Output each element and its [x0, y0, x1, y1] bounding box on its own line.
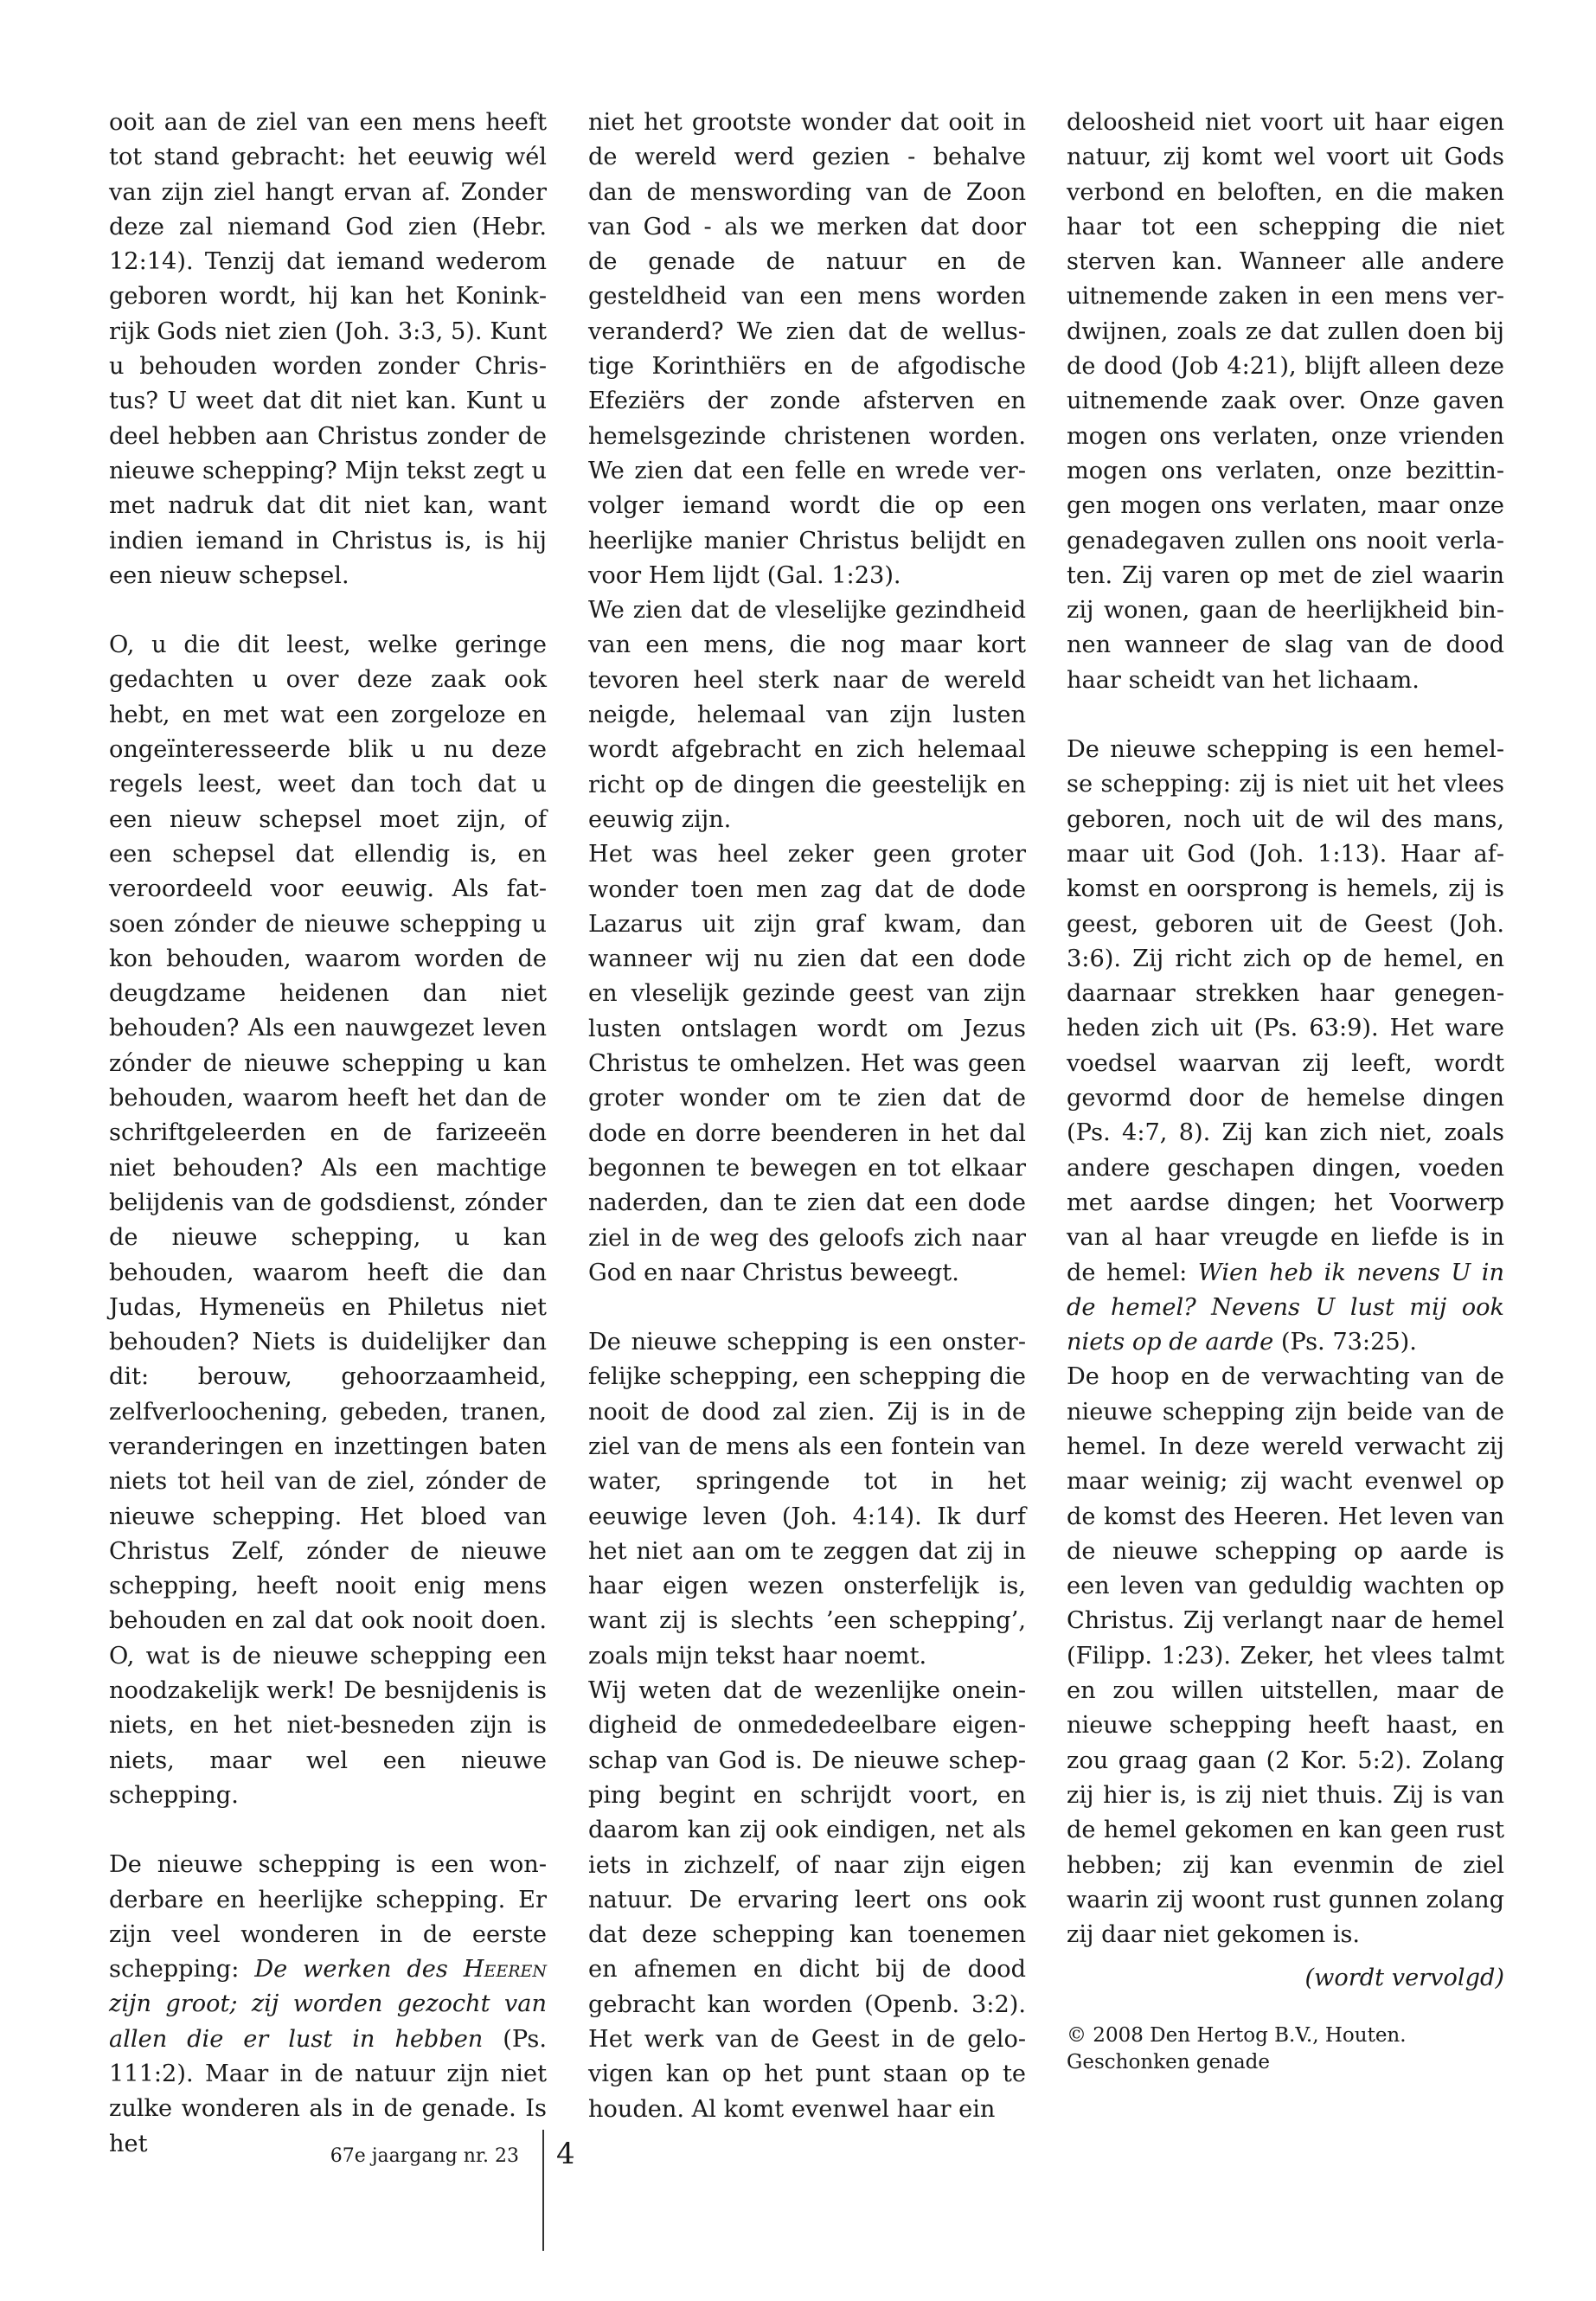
emphasis-text: De werken des: [254, 1956, 464, 1984]
paragraph-text: Wij weten dat de wezenlijke oneindigheid de onmededeelbare eigenschap van God is. De nieuwe schepping begint en schrijdt voort, en daarom kan zij ook eindigen, net als iets in zichzelf, of naar zijn eigen natuur. De ervaring leert ons ook dat deze schepping kan toenemen en afnemen en dicht bij de dood gebracht kan worden (Openb. 3:2). Het werk van de Geest in de gelovigen kan op het punt staan op te houden. Al komt evenwel haar ein: [588, 1677, 1026, 2123]
paragraph-text: Het was heel zeker geen groter wonder toen men zag dat de dode Lazarus uit zijn graf kwam, dan wanneer wij nu zien dat een dode en vleselijk gezinde geest van zijn lusten ontslagen wordt om Jezus Christus te omhelzen. Het was geen groter wonder om te zien dat de dode en dorre beenderen in het dal begonnen te bewegen en tot elkaar naderden, dan te zien dat een dode ziel in de weg des geloofs zich naar God en naar Christus beweegt.: [588, 841, 1026, 1286]
paragraph-text: O, u die dit leest, welke geringe gedachten u over deze zaak ook hebt, en met wat een zorgeloze en ongeïnteresseerde blik u nu deze regels leest, weet dan toch dat u een nieuw schepsel moet zijn, of een schepsel dat ellendig is, en veroordeeld voor eeuwig. Als fatsoen zónder de nieuwe schepping u kon behouden, waarom worden de deugdzame heidenen dan niet behouden? Als een nauwgezet leven zónder de nieuwe schepping u kan behouden, waarom heeft het dan de schriftgeleerden en de farizeeën niet behouden? Als een machtige belijdenis van de godsdienst, zónder de nieuwe schepping, u kan behouden, waarom heeft die dan Judas, Hymeneüs en Philetus niet behouden? Niets is duidelijker dan dit: berouw, gehoorzaamheid, zelfverloochening, gebeden, tranen, veranderingen en inzettingen baten niets tot heil van de ziel, zónder de nieuwe schepping. Het bloed van Christus Zelf, zónder de nieuwe schepping, heeft nooit enig mens behouden en zal dat ook nooit doen. O, wat is de nieuwe schepping een noodzakelijk werk! De besnijdenis is niets, en het niet-besneden zijn is niets, maar wel een nieuwe schepping.: [109, 631, 547, 1809]
paragraph-text: (Ps. 111:2). Maar in de natuur zijn niet zulke wonderen als in de genade. Is het: [109, 2025, 548, 2157]
body-paragraph: [1067, 733, 1504, 1360]
paragraph-text: ooit aan de ziel van een mens heeft tot stand gebracht: het eeuwig wél van zijn ziel hangt ervan af. Zonder deze zal niemand God zien (Hebr. 12:14). Tenzij dat iemand wederom geboren wordt, hij kan het Koninkrijk Gods niet zien (Joh. 3:3, 5). Kunt u behouden worden zonder Christus? U weet dat dit niet kan. Kunt u deel hebben aan Christus zonder de nieuwe schepping? Mijn tekst zegt u met nadruk dat dit niet kan, want indien iemand in Christus is, is hij een nieuw schepsel.: [109, 109, 547, 589]
paragraph-text: De nieuwe schepping is een hemelse schepping: zij is niet uit het vlees geboren, noch uit de wil des mans, maar uit God (Joh. 1:13). Haar afkomst en oorsprong is hemels, zij is geest, geboren uit de Geest (Joh. 3:6). Zij richt zich op de hemel, en daarnaar strekken haar genegenheden zich uit (Ps. 63:9). Het ware voedsel waarvan zij leeft, wordt gevormd door de hemelse dingen (Ps. 4:7, 8). Zij kan zich niet, zoals andere geschapen dingen, voeden met aardse dingen; het Voorwerp van al haar vreugde en liefde is in de hemel:: [1067, 736, 1504, 1286]
paragraph-text: deloosheid niet voort uit haar eigen natuur, zij komt wel voort uit Gods verbond en beloften, en die maken haar tot een schepping die niet sterven kan. Wanneer alle andere uitnemende zaken in een mens verdwijnen, zoals ze dat zullen doen bij de dood (Job 4:21), blijft alleen deze uitnemende zaak over. Onze gaven mogen ons verlaten, onze vrienden mogen ons verlaten, onze bezittingen mogen ons verlaten, maar onze genadegaven zullen ons nooit verlaten. Zij varen op met de ziel waarin zij wonen, gaan de heerlijkheid binnen wanneer de slag van de dood haar scheidt van het lichaam.: [1067, 109, 1504, 694]
text-column-2: [588, 106, 1026, 2127]
footer-divider: [542, 2130, 544, 2251]
paragraph-text: We zien dat de vleselijke gezindheid van een mens, die nog maar kort tevoren heel sterk naar de wereld neigde, helemaal van zijn lusten wordt afgebracht en zich helemaal richt op de dingen die geestelijk en eeuwig zijn.: [588, 597, 1026, 833]
body-paragraph: [588, 1325, 1026, 1674]
paragraph-text: De hoop en de verwachting van de nieuwe schepping zijn beide van de hemel. In deze wereld verwacht zij maar weinig; zij wacht evenwel op de komst des Heeren. Het leven van de nieuwe schepping op aarde is een leven van geduldig wachten op Christus. Zij verlangt naar de hemel (Filipp. 1:23). Zeker, het vlees talmt en zou willen uitstellen, maar de nieuwe schepping heeft haast, en zou graag gaan (2 Kor. 5:2). Zolang zij hier is, is zij niet thuis. Zij is van de hemel gekomen en kan geen rust hebben; zij kan evenmin de ziel waarin zij woont rust gunnen zolang zij daar niet gekomen is.: [1067, 1363, 1504, 1949]
paragraph-text: De nieuwe schepping is een wonderbare en heerlijke schepping. Er zijn veel wonderen in de eerste schepping:: [109, 1851, 547, 1984]
volume-issue: 67e jaargang nr. 23: [330, 2145, 519, 2167]
source-title: Geschonken genade: [1067, 2050, 1271, 2073]
text-column-3: [1067, 106, 1504, 2076]
continued-note: (wordt vervolgd): [1304, 1965, 1504, 1992]
body-paragraph: [109, 106, 547, 593]
body-paragraph: [588, 837, 1026, 1291]
body-paragraph: [1067, 1360, 1504, 1952]
body-paragraph: [109, 628, 547, 1813]
emphasis-text: zijn groot; zij worden gezocht van allen die er lust in hebben: [109, 1990, 547, 2053]
body-paragraph: [588, 593, 1026, 837]
page-number: 4: [556, 2137, 575, 2171]
body-paragraph: [588, 106, 1026, 593]
body-paragraph: [588, 1674, 1026, 2127]
paragraph-text: (Ps. 73:25).: [1273, 1329, 1417, 1356]
copyright-line: © 2008 Den Hertog B.V., Houten.: [1067, 2023, 1407, 2047]
paragraph-text: niet het grootste wonder dat ooit in de wereld werd gezien - behalve dan de menswording van de Zoon van God - als we merken dat door de genade de natuur en de gesteldheid van een mens worden veranderd? We zien dat de wellustige Korinthiërs en de afgodische Efeziërs der zonde afsterven en hemelsgezinde christenen worden. We zien dat een felle en wrede vervolger iemand wordt die op een heerlijke manier Christus belijdt en voor Hem lijdt (Gal. 1:23).: [588, 109, 1026, 589]
emphasis-text: Wien heb ik nevens U in de hemel? Nevens U lust mij ook niets op de aarde: [1067, 1259, 1504, 1356]
emphasis-text: Heeren: [463, 1956, 547, 1984]
body-paragraph: [1067, 106, 1504, 698]
text-column-1: [109, 106, 547, 2162]
copyright-notice: [1067, 2022, 1504, 2076]
body-paragraph: [109, 1848, 547, 2162]
column-3-body: [1067, 106, 1504, 1952]
paragraph-text: De nieuwe schepping is een onsterfelijke schepping, een schepping die nooit de dood zal zien. Zij is in de ziel van de mens als een fontein van water, springende tot in het eeuwige leven (Joh. 4:14). Ik durf het niet aan om te zeggen dat zij in haar eigen wezen onsterfelijk is, want zij is slechts ’een schepping’, zoals mijn tekst haar noemt.: [588, 1329, 1026, 1670]
